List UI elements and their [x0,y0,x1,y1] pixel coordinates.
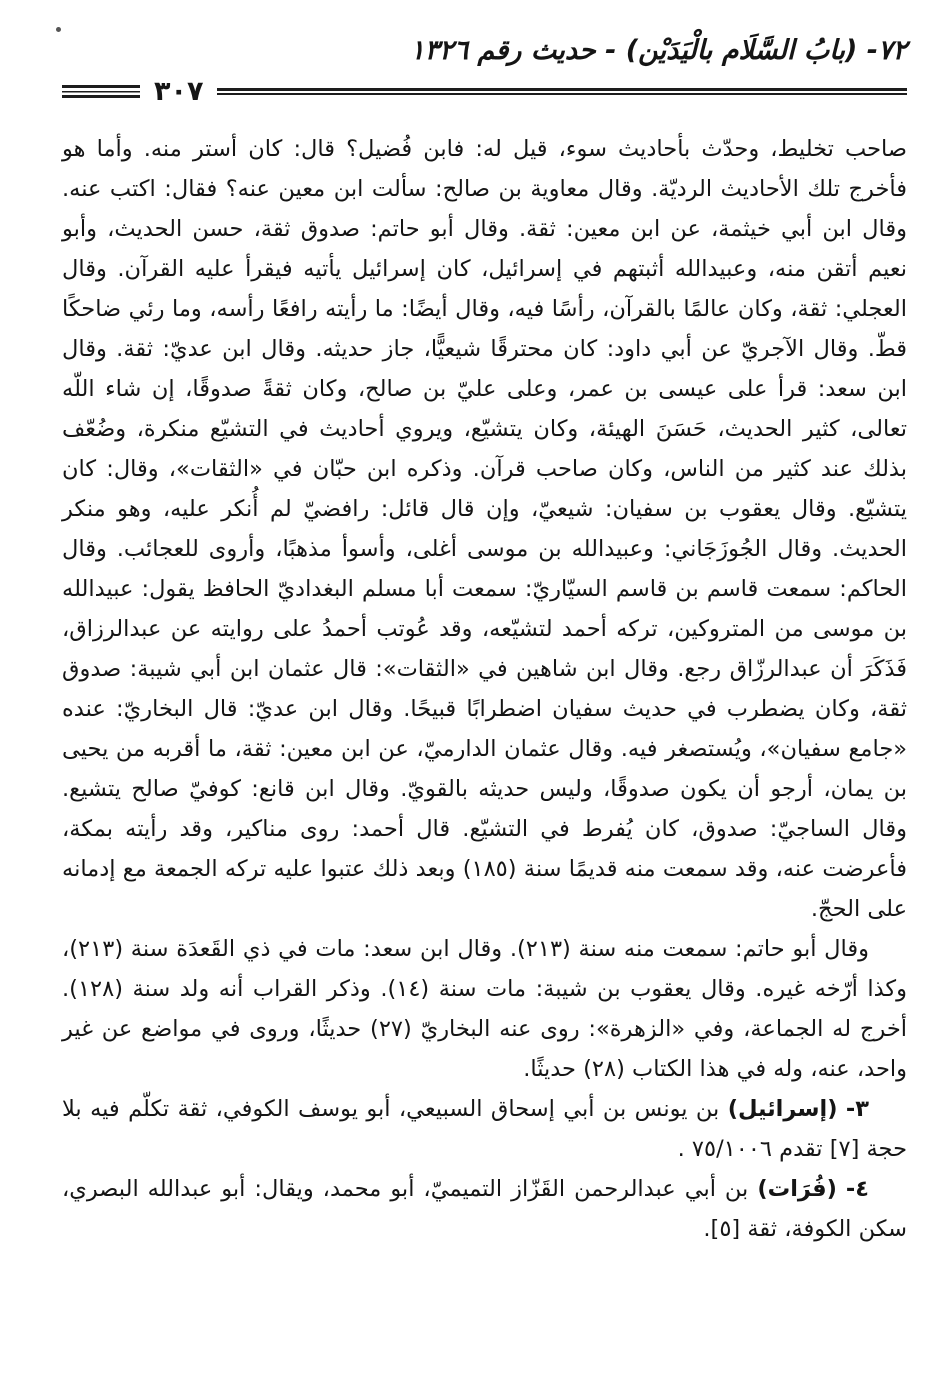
entry-israil [62,1089,907,1169]
entry-text: بن يونس بن أبي إسحاق السبيعي، أبو يوسف الكوفي، ثقة تكلّم فيه بلا حجة [٧] تقدم ٧٥/١٠٠٦ . [62,1096,907,1162]
page-header [62,34,907,105]
entry-text: بن أبي عبدالرحمن القَزّاز التميميّ، أبو محمد، ويقال: أبو عبدالله البصري، سكن الكوفة، ثقة [٥]. [62,1176,907,1242]
entry-number: ٣- [845,1096,869,1122]
page-body [62,129,907,1249]
header-rule [62,78,907,105]
page-number: ٣٠٧ [154,76,204,107]
rule-line-right [217,88,907,95]
chapter-title: ٧٢- (بابُ السَّلَام بالْيَدَيْن) - حديث رقم ١٣٢٦ [410,35,907,66]
scan-speck [56,27,61,32]
entry-number: ٤- [845,1176,869,1202]
body-paragraph: وقال أبو حاتم: سمعت منه سنة (٢١٣). وقال ابن سعد: مات في ذي القَعدَة سنة (٢١٣)، وكذا أرّخه غيره. وقال يعقوب بن شيبة: مات سنة (١٤). وذكر القراب أنه ولد سنة (١٢٨). أخرج له الجماعة، وفي «الزهرة»: روى عنه البخاريّ (٢٧) حديثًا، وروى في مواضع عن غير واحد، عنه، وله في هذا الكتاب (٢٨) حديثًا. [62,936,907,1082]
rule-line-left [62,85,140,98]
entry-name: (فُرَات) [757,1176,837,1202]
entry-name: (إسرائيل) [727,1096,838,1122]
body-paragraph: صاحب تخليط، وحدّث بأحاديث سوء، قيل له: فابن فُضيل؟ قال: كان أستر منه. وأما هو فأخرج تلك الأحاديث الرديّة. وقال معاوية بن صالح: سألت ابن معين عنه؟ فقال: اكتب عنه. وقال ابن أبي خيثمة، عن ابن معين: ثقة. وقال أبو حاتم: صدوق ثقة، حسن الحديث، وأبو نعيم أتقن منه، وعبيدالله أثبتهم في إسرائيل، كان إسرائيل يأتيه فيقرأ عليه القرآن. وقال العجلي: ثقة، وكان عالمًا بالقرآن، رأسًا فيه، وقال أيضًا: ما رأيته رافعًا رأسه، وما رئي ضاحكًا قطّ. وقال الآجريّ عن أبي داود: كان محترقًا شيعيًّا، جاز حديثه. وقال ابن عديّ: ثقة. وقال ابن سعد: قرأ على عيسى بن عمر، وعلى عليّ بن صالح، وكان ثقةً صدوقًا، إن شاء اللّه تعالى، كثير الحديث، حَسَنَ الهيئة، وكان يتشيّع، ويروي أحاديث في التشيّع منكرة، وضُعّف بذلك عند كثير من الناس، وكان صاحب قرآن. وذكره ابن حبّان في «الثقات»، وقال: كان يتشيّع. وقال يعقوب بن سفيان: شيعيّ، وإن قال قائل: رافضيّ لم أُنكر عليه، وهو منكر الحديث. وقال الجُوزَجَاني: وعبيدالله بن موسى أغلى، وأسوأ مذهبًا، وأروى للعجائب. وقال الحاكم: سمعت قاسم بن قاسم السيّاريّ: سمعت أبا مسلم البغداديّ الحافظ يقول: عبيدالله بن موسى من المتروكين، تركه أحمد لتشيّعه، وقد عُوتب أحمدُ على روايته عن عبدالرزاق، فَذَكَرَ أن عبدالرزّاق رجع. وقال ابن شاهين في «الثقات»: قال عثمان ابن أبي شيبة: صدوق ثقة، وكان يضطرب في حديث سفيان اضطرابًا قبيحًا. وقال ابن عديّ: قال البخاريّ: عنده «جامع سفيان»، ويُستصغر فيه. وقال عثمان الدارميّ، عن ابن معين: ثقة، ما أقربه من يحيى بن يمان، أرجو أن يكون صدوقًا، وليس حديثه بالقويّ. وقال ابن قانع: كوفيّ صالح يتشيع. وقال الساجيّ: صدوق، كان يُفرط في التشيّع. قال أحمد: روى مناكير، وقد رأيته بمكة، فأعرضت عنه، وقد سمعت منه قديمًا سنة (١٨٥) وبعد ذلك عتبوا عليه تركه الجمعة مع إدمانه على الحجّ. [62,136,907,922]
entry-furat [62,1169,907,1249]
